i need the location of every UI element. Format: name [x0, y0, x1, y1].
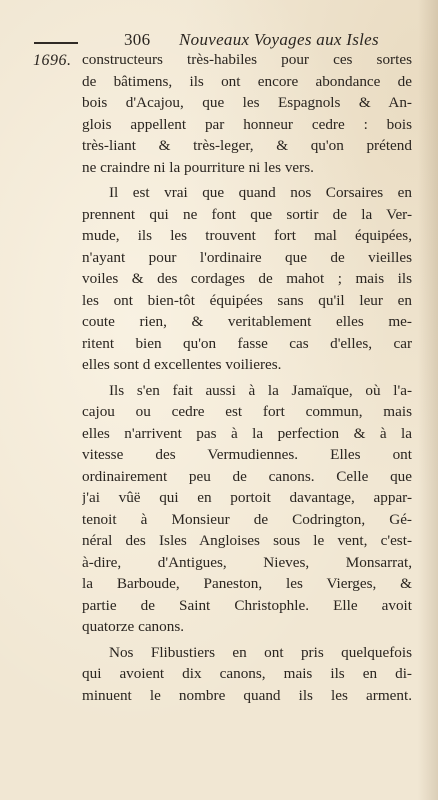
text-line: constructeurs très-habiles pour ces sortes — [82, 51, 412, 68]
text-line: à-dire, d'Antigues, Nieves, Monsarrat, — [82, 553, 412, 571]
text-line: Ils s'en fait aussi à la Jamaïque, où l'a- — [109, 381, 412, 399]
header-rule — [34, 42, 78, 44]
text-line: voiles & des cordages de mahot ; mais ils — [82, 270, 412, 287]
text-line: ne craindre ni la pourriture ni les vers. — [82, 158, 314, 176]
text-line: Il est vrai que quand nos Corsaires en — [109, 184, 412, 201]
paragraph-1 — [82, 49, 412, 178]
text-line: les ont bien-tôt équipées sans qu'il leur en — [82, 291, 412, 309]
text-line: minuent le nombre quand ils les arment. — [82, 686, 412, 704]
margin-year-note: 1696. — [33, 52, 72, 69]
text-line: prennent qui ne font que sortir de la Ver- — [82, 205, 412, 223]
page-edge-shadow — [418, 0, 438, 800]
text-line: quatorze canons. — [82, 618, 185, 635]
text-line: Nos Flibustiers en ont pris quelquefois — [109, 643, 412, 661]
text-line: très-liant & très-leger, & qu'on prétend — [82, 137, 412, 154]
text-line: néral des Isles Angloises sous le vent, c'est- — [82, 532, 412, 549]
paragraph-2 — [82, 182, 412, 376]
running-title: Nouveaux Voyages aux Isles — [179, 30, 379, 49]
paragraph-4 — [82, 642, 412, 707]
text-line: partie de Saint Christophle. Elle avoit — [82, 596, 412, 614]
text-line: mude, ils les trouvent fort mal équipées, — [82, 227, 412, 244]
text-line: de bâtimens, ils ont encore abondance de — [82, 72, 412, 90]
text-line: qui avoient dix canons, mais ils en di- — [82, 665, 412, 682]
text-line: glois appellent par honneur cedre : bois — [82, 115, 412, 133]
text-line: vitesse des Vermudiennes. Elles ont — [82, 446, 412, 463]
text-line: n'ayant pour l'ordinaire que de vieilles — [82, 248, 412, 266]
text-line: la Barboude, Paneston, les Vierges, & — [82, 575, 412, 592]
text-line: coute rien, & veritablement elles me- — [82, 313, 412, 330]
body-text — [82, 49, 412, 706]
text-line: elles sont d excellentes voilieres. — [82, 356, 282, 373]
text-line: ritent bien qu'on fasse cas d'elles, car — [82, 334, 412, 352]
text-line: elles n'arrivent pas à la perfection & à la — [82, 424, 412, 442]
page-number: 306 — [124, 30, 151, 49]
text-line: bois d'Acajou, que les Espagnols & An- — [82, 94, 412, 111]
text-line: tenoit à Monsieur de Codrington, Gé- — [82, 510, 412, 528]
text-line: ordinairement peu de canons. Celle que — [82, 467, 412, 485]
paragraph-3 — [82, 380, 412, 638]
text-line: j'ai vûë qui en portoit davantage, appar- — [82, 489, 412, 506]
text-line: cajou ou cedre est fort commun, mais — [82, 403, 412, 420]
